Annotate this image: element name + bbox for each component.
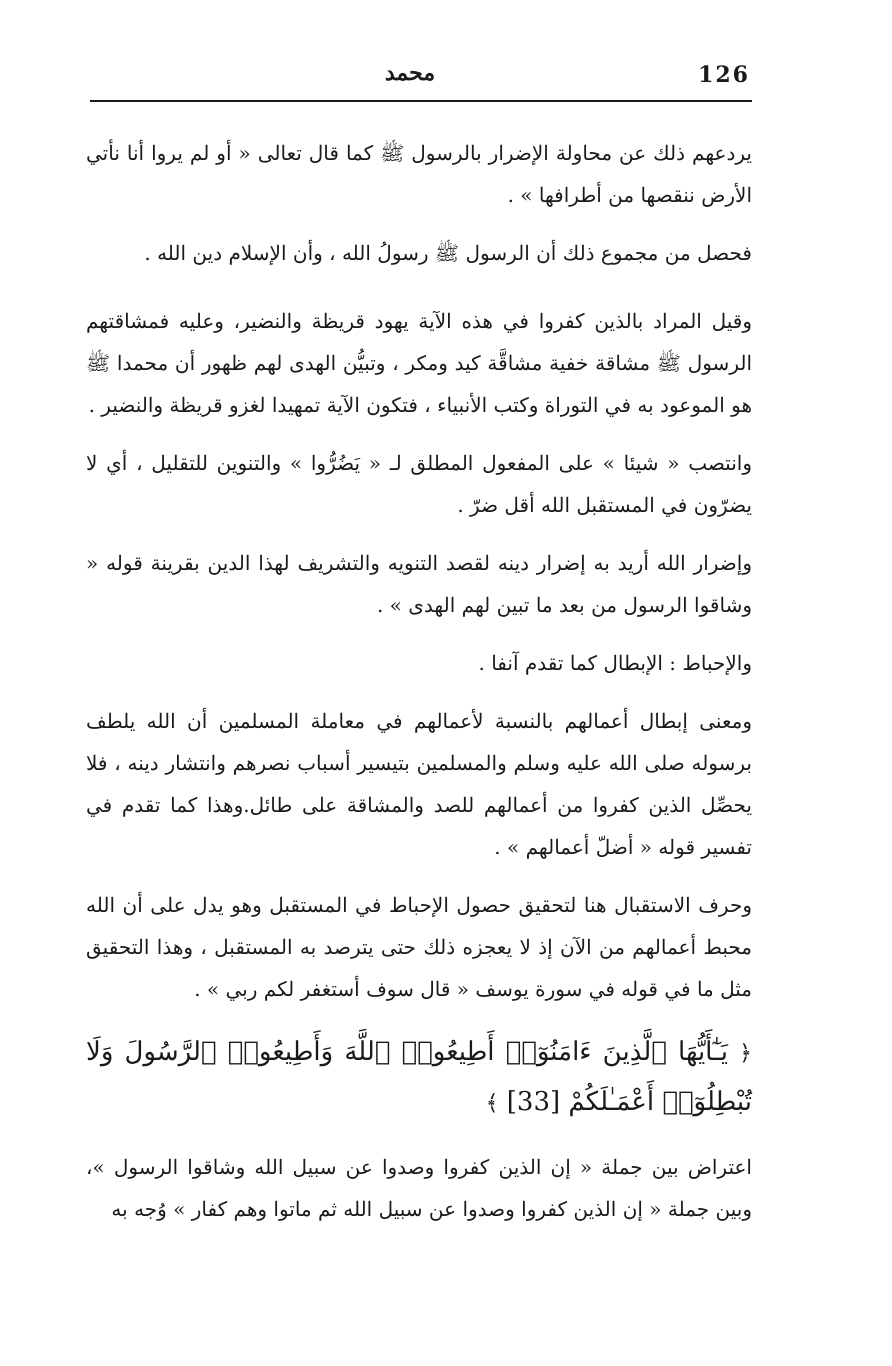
paragraph-4: وانتصب « شيئا » على المفعول المطلق لـ « يَضُرُّوا » والتنوين للتقليل ، أي لا يضرّون في المستقبل الله أقل ضرّ .: [86, 451, 752, 517]
paragraph-5: وإضرار الله أريد به إضرار دينه لقصد التنويه والتشريف لهذا الدين بقرينة قوله « وشاقوا الرسول من بعد ما تبين لهم الهدى » .: [86, 551, 752, 617]
verse-text: يَـٰٓأَيُّهَا ٱلَّذِينَ ءَامَنُوٓا۟ أَطِيعُوا۟ ٱللَّهَ وَأَطِيعُوا۟ ٱلرَّسُولَ وَلَا تُبْطِلُوٓا۟ أَعْمَـٰلَكُمْ: [86, 1037, 752, 1117]
paragraph-1: يردعهم ذلك عن محاولة الإضرار بالرسول ﷺ كما قال تعالى « أو لم يروا أنا نأتي الأرض ننقصها من أطرافها » .: [86, 141, 752, 207]
running-head: محمد: [384, 60, 436, 86]
paragraph-6: والإحباط : الإبطال كما تقدم آنفا .: [478, 651, 752, 675]
closing-paragraph: اعتراض بين جملة « إن الذين كفروا وصدوا عن سبيل الله وشاقوا الرسول »، وبين جملة « إن الذين كفروا وصدوا عن سبيل الله ثم ماتوا وهم كفار » وُجه به: [86, 1155, 752, 1221]
paragraph-3: وقيل المراد بالذين كفروا في هذه الآية يهود قريظة والنضير، وعليه فمشاقتهم الرسول ﷺ مشاقة خفية مشاقَّة كيد ومكر ، وتبيُّن الهدى لهم ظهور أن محمدا ﷺ هو الموعود به في التوراة وكتب الأنبياء ، فتكون الآية تمهيدا لغزو قريظة والنضير .: [86, 309, 752, 417]
page-number: 126: [698, 62, 750, 88]
verse-close-bracket: ﴾: [485, 1091, 499, 1116]
verse-open-bracket: ﴿: [739, 1041, 753, 1066]
verse-number: [33]: [506, 1087, 561, 1117]
paragraph-7: ومعنى إبطال أعمالهم بالنسبة لأعمالهم في معاملة المسلمين أن الله يلطف برسوله صلى الله عليه وسلم والمسلمين بتيسير أسباب نصرهم وانتشار دينه ، فلا يحصِّل الذين كفروا من أعمالهم للصد والمشاقة على طائل.وهذا كما تقدم في تفسير قوله « أضلّ أعمالهم » .: [86, 709, 752, 859]
body-text: [86, 132, 752, 1246]
quran-verse: [86, 1028, 752, 1128]
paragraph-2: فحصل من مجموع ذلك أن الرسول ﷺ رسولُ الله ، وأن الإسلام دين الله .: [144, 241, 752, 265]
paragraph-8: وحرف الاستقبال هنا لتحقيق حصول الإحباط في المستقبل وهو يدل على أن الله محبط أعمالهم من الآن إذ لا يعجزه ذلك حتى يترصد به المستقبل ، وهذا التحقيق مثل ما في قوله في سورة يوسف « قال سوف أستغفر لكم ربي » .: [86, 893, 752, 1001]
header-rule: [90, 100, 752, 102]
